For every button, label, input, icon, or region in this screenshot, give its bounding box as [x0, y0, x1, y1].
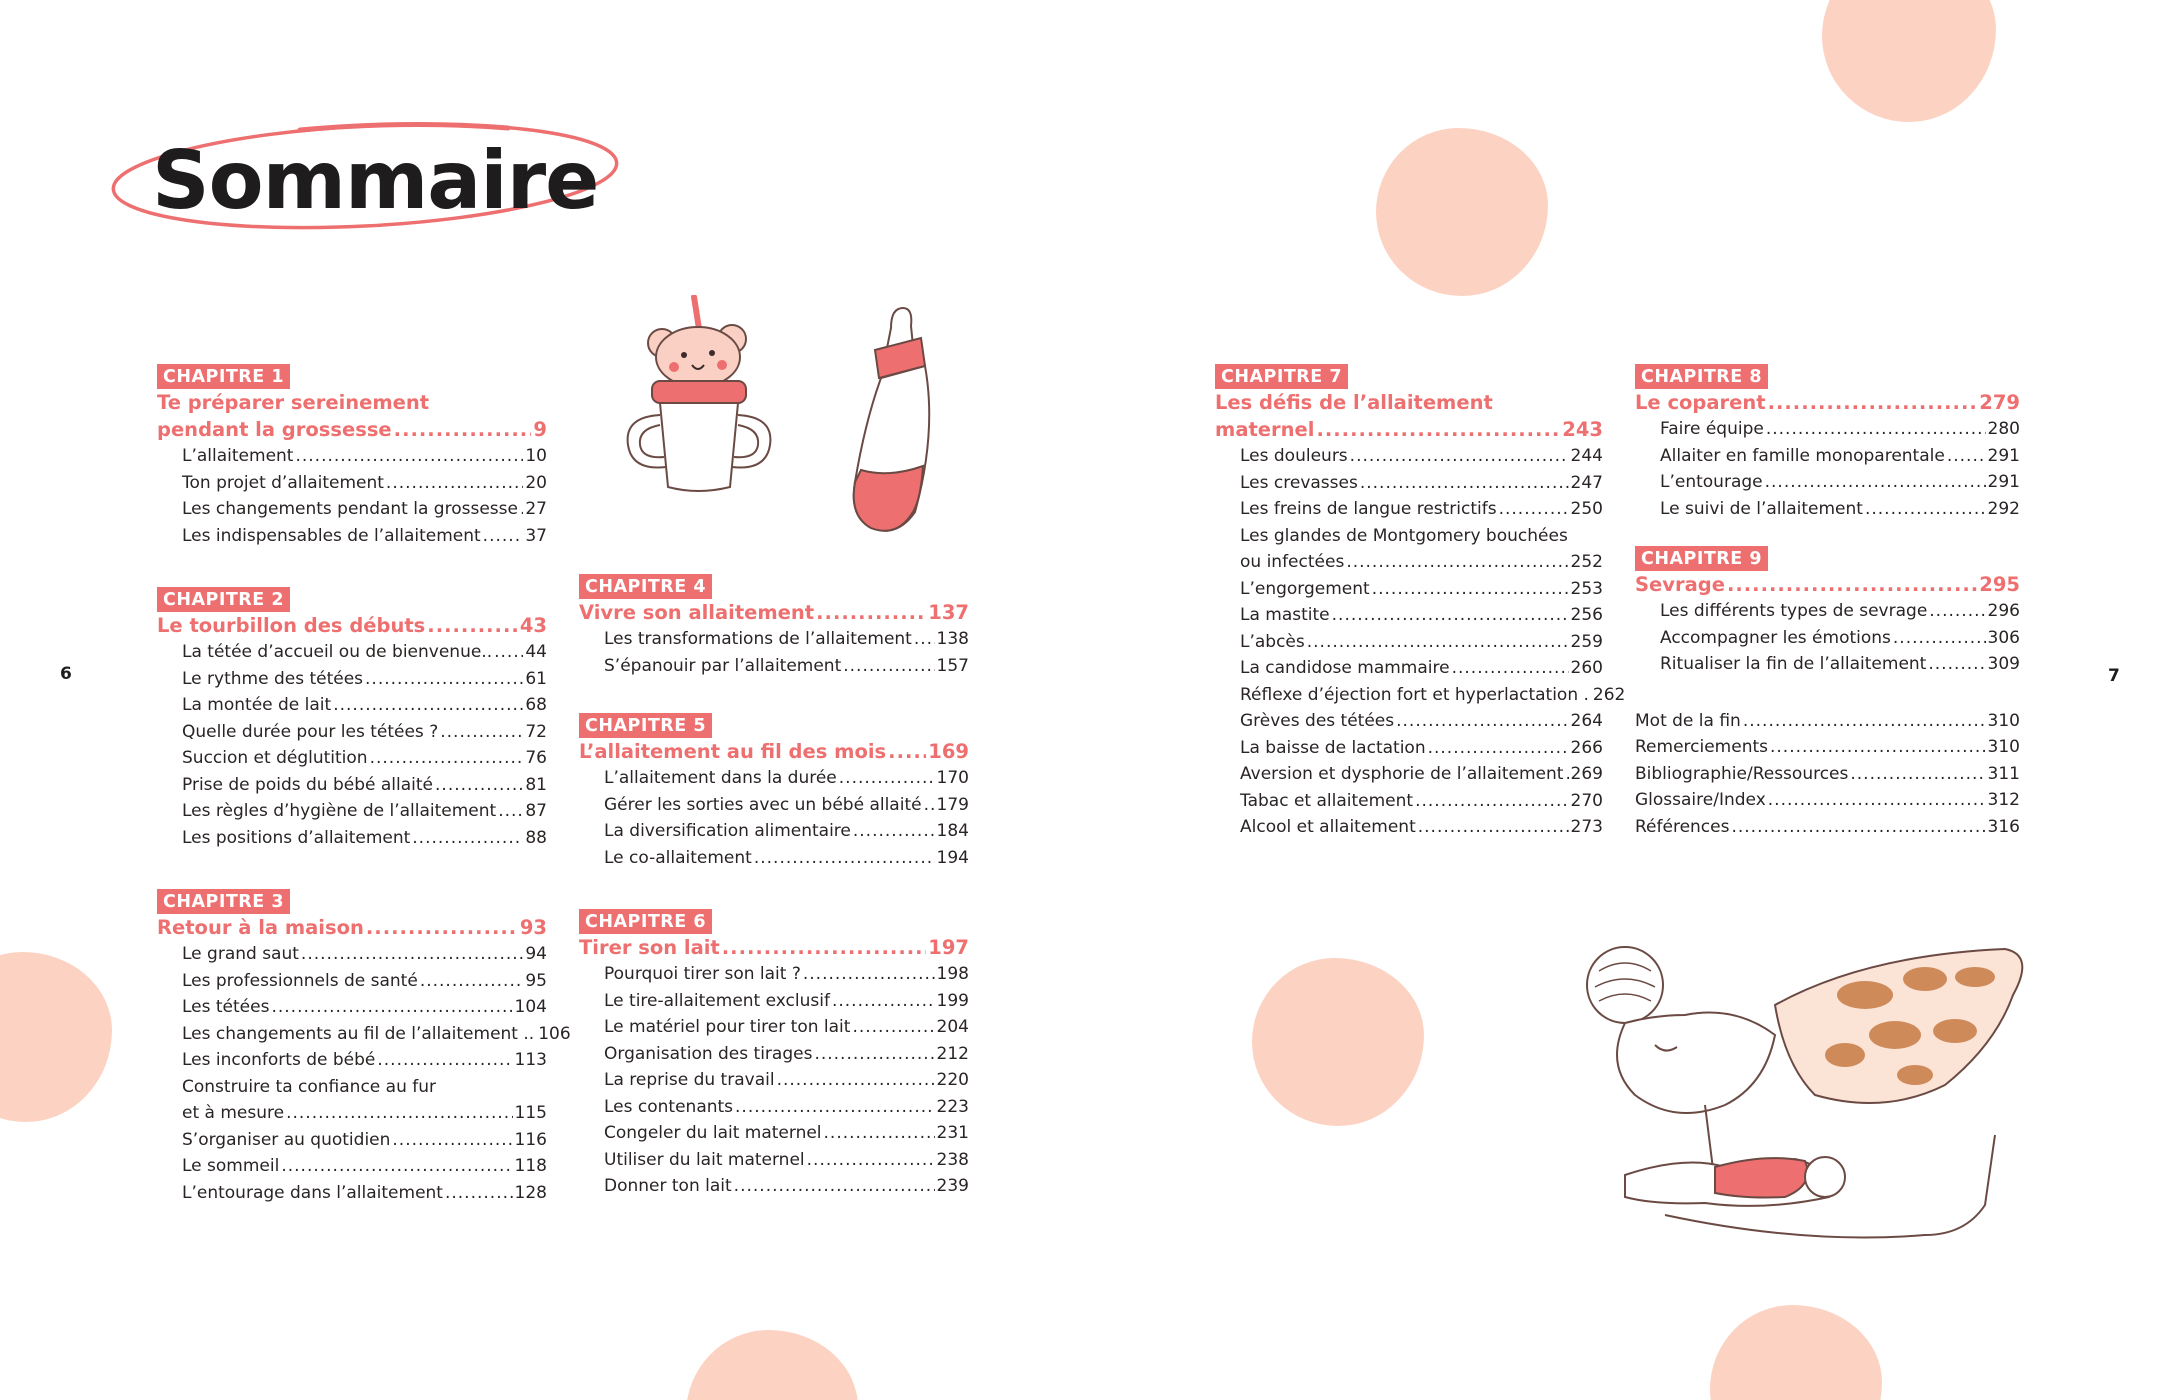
page-number-left: 6: [60, 664, 72, 684]
toc-entry-page: 198: [936, 964, 969, 984]
toc-entry-page: 266: [1570, 737, 1603, 758]
decor-blob: [686, 1330, 858, 1400]
toc-entry-page: 280: [1987, 419, 2020, 439]
toc-entry-title: Les transformations de l’allaitement: [604, 629, 912, 649]
toc-entry[interactable]: [1240, 735, 1603, 762]
toc-entry[interactable]: [1635, 734, 2020, 761]
page-title-block: [110, 118, 630, 238]
toc-entry-page: 310: [1987, 737, 2020, 757]
toc-entry-page: 170: [936, 768, 969, 788]
toc-entry-title: Les règles d’hygiène de l’allaitement: [182, 801, 497, 821]
toc-entry[interactable]: [1635, 814, 2020, 841]
toc-entry[interactable]: [182, 639, 547, 666]
chapter-title[interactable]: [157, 612, 547, 639]
chapter-page: 43: [519, 614, 547, 637]
chapter-label: CHAPITRE 3: [157, 889, 290, 914]
toc-entry-page: 310: [1987, 710, 2020, 731]
toc-entry-title: La candidose mammaire: [1240, 658, 1450, 678]
toc-entry[interactable]: [182, 523, 547, 550]
toc-entry-title: Donner ton lait: [604, 1176, 732, 1196]
chapter-title[interactable]: [1215, 389, 1603, 443]
toc-entry-page: 94: [525, 944, 547, 964]
toc-entry[interactable]: [182, 719, 547, 746]
toc-entry-page: 292: [1987, 498, 2020, 519]
toc-entry[interactable]: [1240, 576, 1603, 603]
toc-entry[interactable]: [182, 443, 547, 470]
toc-entry-page: 27: [525, 499, 547, 519]
toc-entry[interactable]: [1240, 549, 1603, 576]
chapter-title-line: Te préparer sereinement: [157, 391, 430, 414]
toc-entry-page: 250: [1570, 499, 1603, 519]
toc-entry-page: 223: [936, 1096, 969, 1117]
chapter-title[interactable]: [579, 738, 969, 765]
toc-entry-page: 204: [936, 1017, 969, 1037]
mother-nursing-baby-illustration: [1565, 935, 2045, 1255]
chapter-label: CHAPITRE 2: [157, 587, 290, 612]
toc-entry-title: Les freins de langue restrictifs: [1240, 499, 1497, 519]
toc-entry[interactable]: [604, 765, 969, 792]
toc-entry-title: L’allaitement dans la durée: [604, 768, 837, 788]
toc-entry[interactable]: [604, 1120, 969, 1147]
chapter-page: 279: [1979, 391, 2020, 414]
chapter-title-line: L’allaitement au fil des mois: [579, 740, 887, 763]
toc-entry-title: Les changements pendant la grossesse: [182, 499, 518, 519]
toc-entry-title: Le tire-allaitement exclusif: [604, 990, 830, 1011]
toc-entry-page: 104: [514, 997, 547, 1017]
toc-entry-page: 212: [936, 1043, 969, 1064]
toc-entry-title: Tabac et allaitement: [1240, 790, 1414, 811]
chapter-page: 137: [928, 601, 969, 624]
toc-entry-page: 260: [1570, 658, 1603, 678]
toc-entry[interactable]: [604, 792, 969, 819]
toc-entry[interactable]: [182, 772, 547, 799]
chapter-page: 9: [533, 418, 547, 441]
chapter-title-line: Les défis de l’allaitement: [1215, 391, 1493, 414]
chapter-block: [579, 909, 969, 1200]
toc-entry-continued: Construire ta confiance au fur: [182, 1076, 436, 1097]
toc-entry-page: 95: [525, 970, 547, 991]
toc-entry[interactable]: [604, 1173, 969, 1200]
toc-entry-title: Quelle durée pour les tétées ?: [182, 721, 439, 742]
chapter-label: CHAPITRE 6: [579, 909, 712, 934]
toc-entry[interactable]: [1660, 469, 2020, 496]
page-number-right: 7: [2108, 666, 2120, 686]
chapter-title-line: Vivre son allaitement: [579, 601, 815, 624]
toc-entry-title: Les crevasses: [1240, 472, 1358, 493]
toc-entry-page: 118: [514, 1156, 547, 1176]
chapter-label: CHAPITRE 7: [1215, 364, 1348, 389]
chapter-title-line: Sevrage: [1635, 573, 1725, 596]
toc-entry-page: 87: [525, 801, 547, 821]
toc-entry-page: 259: [1570, 631, 1603, 652]
toc-entry[interactable]: [604, 1041, 969, 1068]
toc-entry-page: 252: [1570, 552, 1603, 572]
toc-entry-title: Grèves des tétées: [1240, 711, 1395, 731]
toc-entry[interactable]: [604, 626, 969, 653]
toc-entry[interactable]: [1635, 787, 2020, 814]
toc-entry-title: Ton projet d’allaitement: [182, 472, 384, 493]
toc-entry[interactable]: [1660, 416, 2020, 443]
toc-entry-page: 253: [1570, 578, 1603, 599]
toc-entry-title: Réflexe d’éjection fort et hyperlactation .: [1240, 684, 1589, 705]
toc-entry[interactable]: [1240, 443, 1603, 470]
toc-entry-title: Faire équipe: [1660, 419, 1764, 439]
toc-entry-title: Prise de poids du bébé allaité: [182, 774, 434, 795]
chapter-title-line: Le coparent: [1635, 391, 1766, 414]
toc-entry-page: 184: [936, 821, 969, 841]
toc-entry-title: La tétée d’accueil ou de bienvenue..: [182, 642, 493, 662]
toc-entry-page: 194: [936, 847, 969, 868]
toc-entry[interactable]: [182, 692, 547, 719]
toc-entry-title: Les différents types de sevrage: [1660, 601, 1928, 621]
toc-entry-page: 20: [525, 472, 547, 493]
toc-entry-page: 72: [525, 721, 547, 742]
toc-entry-page: 247: [1570, 472, 1603, 493]
toc-entry[interactable]: [182, 825, 547, 852]
toc-entry-title: La reprise du travail: [604, 1070, 775, 1090]
toc-entry-page: 311: [1987, 763, 2020, 784]
toc-entry[interactable]: [182, 994, 547, 1021]
toc-entry[interactable]: [1660, 598, 2020, 625]
toc-entry-title: Les contenants: [604, 1096, 734, 1117]
toc-entry-page: 76: [525, 748, 547, 768]
toc-entry-title: La diversification alimentaire: [604, 821, 851, 841]
toc-entry[interactable]: [1660, 651, 2020, 678]
toc-entry-title: La montée de lait: [182, 695, 332, 715]
toc-entry-title: Le grand saut: [182, 944, 299, 964]
toc-entry-page: 270: [1570, 790, 1603, 811]
toc-entry[interactable]: [1240, 602, 1603, 629]
toc-entry[interactable]: [182, 968, 547, 995]
toc-entry-page: 199: [936, 990, 969, 1011]
toc-entry[interactable]: [1635, 708, 2020, 735]
toc-entry-title: Les professionnels de santé: [182, 970, 418, 991]
chapter-block: [157, 889, 571, 1206]
chapter-label: CHAPITRE 4: [579, 574, 712, 599]
toc-entry-title: S’organiser au quotidien: [182, 1129, 391, 1150]
toc-entry[interactable]: [1240, 708, 1603, 735]
toc-column-3: [1215, 364, 1626, 879]
toc-entry-title: Les changements au fil de l’allaitement ..: [182, 1023, 535, 1044]
toc-entry[interactable]: [182, 1047, 547, 1074]
toc-entry[interactable]: [1660, 443, 2020, 470]
toc-entry-page: 269: [1570, 764, 1603, 784]
toc-column-1: [157, 364, 571, 1244]
toc-entry[interactable]: [604, 1067, 969, 1094]
toc-entry[interactable]: [182, 941, 547, 968]
toc-entry-page: 68: [525, 695, 547, 715]
toc-entry[interactable]: [1660, 496, 2020, 523]
decor-blob: [1710, 1305, 1882, 1400]
chapter-title[interactable]: [157, 914, 547, 941]
toc-entry[interactable]: [1240, 814, 1603, 841]
page-title: Sommaire: [152, 134, 599, 227]
chapter-block: [579, 574, 969, 679]
toc-entry[interactable]: [182, 745, 547, 772]
toc-entry-page: 81: [525, 774, 547, 795]
chapter-block: [1635, 546, 2020, 678]
toc-entry-title: Les indispensables de l’allaitement: [182, 525, 481, 546]
toc-entry-title: Les douleurs: [1240, 446, 1348, 466]
chapter-page: 93: [519, 916, 547, 939]
chapter-title-line: Tirer son lait: [579, 936, 720, 959]
toc-entry[interactable]: [182, 496, 547, 523]
toc-entry-page: 273: [1570, 817, 1603, 837]
toc-entry[interactable]: [182, 798, 547, 825]
toc-entry-title: Mot de la fin: [1635, 710, 1741, 731]
decor-blob: [1252, 958, 1424, 1126]
toc-entry-page: 264: [1570, 711, 1603, 731]
toc-entry-page: 291: [1987, 445, 2020, 466]
toc-entry-title: Les inconforts de bébé: [182, 1050, 376, 1070]
toc-entry-title: Les positions d’allaitement: [182, 827, 411, 848]
toc-entry-page: 128: [514, 1182, 547, 1203]
toc-entry-title: Remerciements: [1635, 737, 1768, 757]
toc-entry-title: Ritualiser la fin de l’allaitement: [1660, 654, 1927, 674]
chapter-page: 243: [1562, 418, 1603, 441]
decor-blob: [0, 952, 112, 1122]
toc-entry-title: Le matériel pour tirer ton lait: [604, 1017, 851, 1037]
toc-entry-title: Les tétées: [182, 997, 270, 1017]
toc-entry-title: Aversion et dysphorie de l’allaitement: [1240, 764, 1564, 784]
chapter-title[interactable]: [157, 389, 547, 443]
toc-entry[interactable]: [182, 1127, 547, 1154]
chapter-block: [157, 587, 547, 851]
decor-blob: [1376, 128, 1548, 296]
toc-entry-title: Allaiter en famille monoparentale: [1660, 445, 1945, 466]
toc-entry[interactable]: [604, 1014, 969, 1041]
toc-entry-page: 88: [525, 827, 547, 848]
chapter-title-line: pendant la grossesse: [157, 418, 392, 441]
toc-entry-title: L’entourage dans l’allaitement: [182, 1182, 443, 1203]
toc-entry[interactable]: [604, 961, 969, 988]
toc-entry-page: 312: [1987, 790, 2020, 810]
toc-entry[interactable]: [182, 666, 547, 693]
toc-entry[interactable]: [1240, 655, 1603, 682]
toc-entry-title: Succion et déglutition: [182, 748, 368, 768]
toc-entry-page: 256: [1570, 605, 1603, 625]
toc-entry-continued: Les glandes de Montgomery bouchées: [1240, 525, 1568, 546]
toc-entry-page: 316: [1987, 816, 2020, 837]
toc-entry-page: 238: [936, 1149, 969, 1170]
toc-column-2: [579, 574, 969, 1238]
toc-entry[interactable]: [604, 653, 969, 680]
decor-blob: [1822, 0, 1996, 122]
toc-entry-title: Utiliser du lait maternel: [604, 1149, 805, 1170]
toc-entry-title: Alcool et allaitement: [1240, 817, 1416, 837]
toc-entry[interactable]: [1240, 761, 1603, 788]
chapter-title[interactable]: [579, 934, 969, 961]
toc-entry[interactable]: [604, 1094, 969, 1121]
toc-entry-title: Glossaire/Index: [1635, 790, 1766, 810]
chapter-page: 197: [928, 936, 969, 959]
toc-entry-title: Gérer les sorties avec un bébé allaité: [604, 794, 922, 815]
toc-entry[interactable]: [182, 1180, 547, 1207]
toc-column-4: [1635, 364, 2020, 840]
toc-entry-page: 306: [1987, 627, 2020, 648]
chapter-label: CHAPITRE 9: [1635, 546, 1768, 571]
toc-entry-page: 44: [525, 642, 547, 662]
toc-entry-page: 291: [1987, 472, 2020, 492]
toc-entry[interactable]: [1240, 788, 1603, 815]
toc-entry-page: 10: [525, 446, 547, 466]
toc-entry-title: Congeler du lait maternel: [604, 1123, 822, 1143]
chapter-title[interactable]: [1635, 571, 2020, 598]
toc-entry-title: L’abcès: [1240, 631, 1305, 652]
chapter-block: [157, 364, 547, 549]
toc-entry[interactable]: [1660, 625, 2020, 652]
back-matter-list: [1635, 708, 2020, 841]
toc-entry-page: 113: [514, 1050, 547, 1070]
toc-entry[interactable]: [182, 1100, 547, 1127]
toc-entry-title: Accompagner les émotions: [1660, 627, 1891, 648]
toc-entry-page: 179: [936, 794, 969, 815]
toc-entry-page: 138: [936, 629, 969, 649]
toc-entry-page: 296: [1987, 601, 2020, 621]
chapter-block: [1635, 364, 2020, 522]
toc-entry-title: Le rythme des tétées: [182, 668, 364, 689]
chapter-title-line: maternel: [1215, 418, 1315, 441]
toc-entry-title: et à mesure: [182, 1103, 285, 1123]
toc-entry-title: Pourquoi tirer son lait ?: [604, 964, 801, 984]
toc-entry-title: S’épanouir par l’allaitement: [604, 655, 842, 676]
toc-entry-page: 220: [936, 1070, 969, 1090]
toc-entry-title: L’engorgement: [1240, 578, 1370, 599]
chapter-label: CHAPITRE 8: [1635, 364, 1768, 389]
toc-entry-page: 231: [936, 1123, 969, 1143]
toc-entry-title: Le sommeil: [182, 1156, 280, 1176]
toc-entry-title: L’entourage: [1660, 472, 1763, 492]
toc-entry-page: 157: [936, 655, 969, 676]
toc-entry-page: 239: [936, 1176, 969, 1196]
toc-entry[interactable]: [1240, 629, 1603, 656]
toc-entry-page: 61: [525, 668, 547, 689]
toc-entry-title: Le suivi de l’allaitement: [1660, 498, 1863, 519]
toc-entry-title: ou infectées: [1240, 552, 1345, 572]
toc-entry[interactable]: [1635, 761, 2020, 788]
toc-entry[interactable]: [182, 470, 547, 497]
toc-entry[interactable]: [1240, 682, 1626, 709]
chapter-title[interactable]: [579, 599, 969, 626]
chapter-label: CHAPITRE 1: [157, 364, 290, 389]
toc-entry[interactable]: [1240, 496, 1603, 523]
chapter-title[interactable]: [1635, 389, 2020, 416]
toc-entry-page: 262: [1592, 684, 1626, 705]
toc-entry-title: La mastite: [1240, 605, 1330, 625]
toc-entry-title: Organisation des tirages: [604, 1043, 813, 1064]
chapter-block: [1215, 364, 1626, 841]
toc-entry[interactable]: [604, 845, 969, 872]
toc-entry-title: Le co-allaitement: [604, 847, 752, 868]
toc-entry-page: 37: [525, 525, 547, 546]
toc-entry-page: 106: [538, 1023, 571, 1044]
chapter-page: 295: [1979, 573, 2020, 596]
toc-entry-title: La baisse de lactation: [1240, 737, 1426, 758]
toc-entry[interactable]: [604, 988, 969, 1015]
toc-entry[interactable]: [604, 1147, 969, 1174]
toc-entry[interactable]: [182, 1021, 571, 1048]
toc-entry-page: 116: [514, 1129, 547, 1150]
toc-entry-title: Références: [1635, 816, 1730, 837]
toc-entry-title: Bibliographie/Ressources: [1635, 763, 1849, 784]
toc-entry[interactable]: [1240, 470, 1603, 497]
toc-entry-title: L’allaitement: [182, 446, 294, 466]
toc-entry-page: 115: [514, 1103, 547, 1123]
chapter-title-line: Retour à la maison: [157, 916, 364, 939]
chapter-page: 169: [928, 740, 969, 763]
toc-entry-page: 244: [1570, 446, 1603, 466]
toc-entry-page: 309: [1987, 654, 2020, 674]
chapter-block: [579, 713, 969, 871]
chapter-label: CHAPITRE 5: [579, 713, 712, 738]
toc-entry[interactable]: [182, 1153, 547, 1180]
baby-bottle-icon: [825, 302, 935, 542]
sippy-cup-bear-icon: [622, 295, 792, 505]
toc-entry[interactable]: [604, 818, 969, 845]
chapter-title-line: Le tourbillon des débuts: [157, 614, 426, 637]
